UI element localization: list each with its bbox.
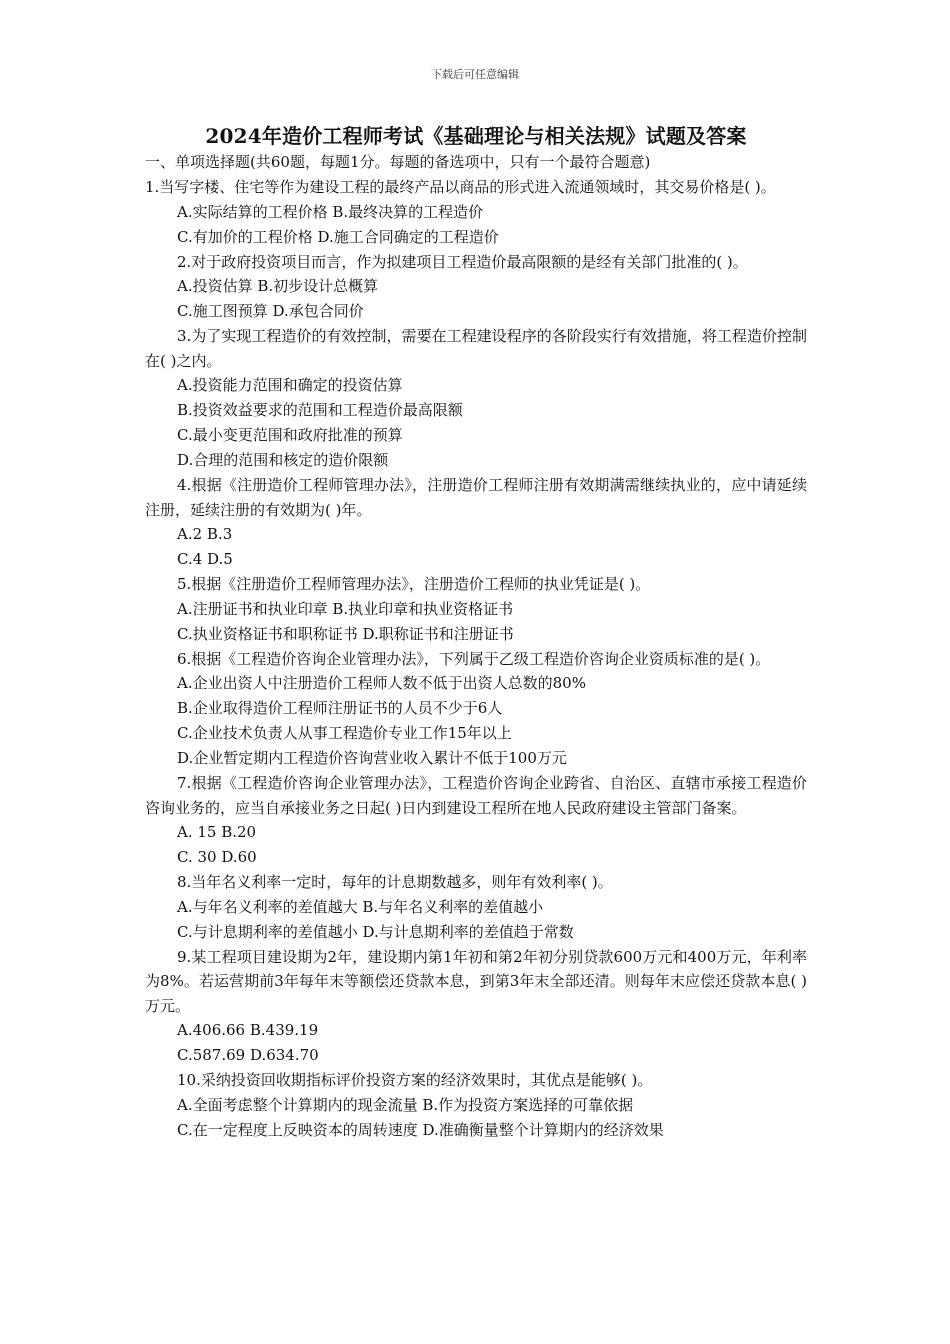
question-5-text: 5.根据《注册造价工程师管理办法》，注册造价工程师的执业凭证是( )。: [177, 575, 651, 593]
question-3-option-row: A.投资能力范围和确定的投资估算: [177, 376, 403, 394]
question-6-option-row: D.企业暂定期内工程造价咨询营业收入累计不低于100万元: [177, 749, 567, 767]
question-6-text: 6.根据《工程造价咨询企业管理办法》，下列属于乙级工程造价咨询企业资质标准的是( )。: [177, 649, 771, 668]
question-7-text: 7.根据《工程造价咨询企业管理办法》，工程造价咨询企业跨省、自治区、直辖市承接工程造价咨询业务的，应当自承接业务之日起( )日内到建设工程所在地人民政府建设主管部门备案。: [145, 774, 807, 817]
question-5-option-row: C.执业资格证书和职称证书 D.职称证书和注册证书: [177, 624, 514, 643]
question-3-text: 3.为了实现工程造价的有效控制，需要在工程建设程序的各阶段实行有效措施，将工程造价控制在( )之内。: [145, 327, 807, 370]
question-4-option-row: C.4 D.5: [177, 550, 233, 568]
question-9-option-row: A.406.66 B.439.19: [177, 1021, 319, 1039]
question-3-option-row: D.合理的范围和核定的造价限额: [177, 451, 389, 469]
question-6-option-row: A.企业出资人中注册造价工程师人数不低于出资人总数的80%: [177, 674, 586, 692]
question-6-option-row: B.企业取得造价工程师注册证书的人员不少于6人: [177, 699, 503, 717]
document-body: [145, 122, 807, 1143]
question-3-option-row: C.最小变更范围和政府批准的预算: [177, 426, 403, 444]
question-5-option-row: A.注册证书和执业印章 B.执业印章和执业资格证书: [177, 599, 514, 618]
question-8-option-row: C.与计息期利率的差值越小 D.与计息期利率的差值趋于常数: [177, 922, 574, 941]
question-8-text: 8.当年名义利率一定时，每年的计息期数越多，则年有效利率( )。: [177, 873, 613, 891]
section-heading: 一、单项选择题(共60题，每题1分。每题的备选项中，只有一个最符合题意): [145, 153, 651, 171]
page-header: 下载后可任意编辑: [431, 68, 519, 81]
question-1-option-row: C.有加价的工程价格 D.施工合同确定的工程造价: [177, 227, 499, 246]
question-9-option-row: C.587.69 D.634.70: [177, 1046, 319, 1064]
question-7-option-row: C. 30 D.60: [177, 848, 257, 866]
question-2-option-row: A.投资估算 B.初步设计总概算: [177, 277, 379, 295]
question-10-option-row: C.在一定程度上反映资本的周转速度 D.准确衡量整个计算期内的经济效果: [177, 1120, 664, 1139]
question-2-option-row: C.施工图预算 D.承包合同价: [177, 302, 364, 320]
question-4-text: 4.根据《注册造价工程师管理办法》，注册造价工程师注册有效期满需继续执业的，应中请延续注册，延续注册的有效期为( )年。: [145, 476, 807, 519]
question-1-text: 1.当写字楼、住宅等作为建设工程的最终产品以商品的形式进入流通领域时，其交易价格是( )。: [145, 178, 776, 196]
question-2-text: 2.对于政府投资项目而言，作为拟建项目工程造价最高限额的是经有关部门批准的( )。: [177, 252, 748, 271]
question-8-option-row: A.与年名义利率的差值越大 B.与年名义利率的差值越小: [177, 897, 544, 916]
question-6-option-row: C.企业技术负责人从事工程造价专业工作15年以上: [177, 724, 512, 742]
question-3-option-row: B.投资效益要求的范围和工程造价最高限额: [177, 401, 463, 419]
question-10-option-row: A.全面考虑整个计算期内的现金流量 B.作为投资方案选择的可靠依据: [177, 1095, 634, 1114]
question-10-text: 10.采纳投资回收期指标评价投资方案的经济效果时，其优点是能够( )。: [177, 1071, 653, 1089]
question-4-option-row: A.2 B.3: [177, 525, 233, 543]
document-title: 2024年造价工程师考试《基础理论与相关法规》试题及答案: [205, 124, 747, 148]
question-9-text: 9.某工程项目建设期为2年，建设期内第1年初和第2年初分别贷款600万元和400万元，年利率为8%。若运营期前3年每年末等额偿还贷款本息，到第3年末全部还清。则每年末应偿还贷款本息( )万元。: [145, 947, 807, 1015]
question-1-option-row: A.实际结算的工程价格 B.最终决算的工程造价: [177, 202, 484, 221]
question-7-option-row: A. 15 B.20: [177, 823, 257, 841]
